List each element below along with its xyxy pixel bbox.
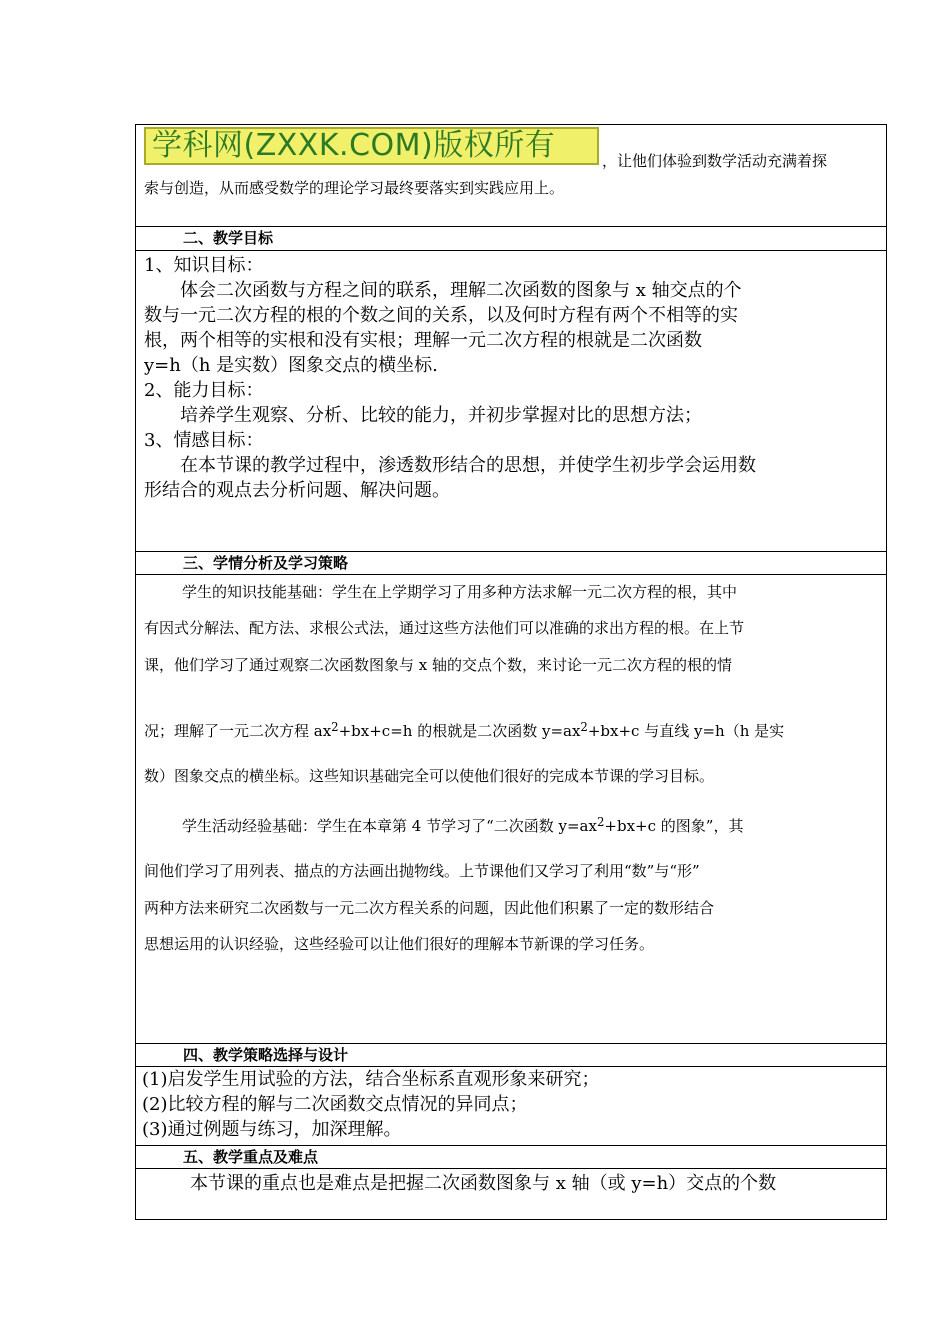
section-heading-analysis: 三、学情分析及学习策略 <box>183 554 349 572</box>
analysis-line: 两种方法来研究二次函数与一元二次方程关系的问题，因此他们积累了一定的数形结合 <box>144 899 715 917</box>
knowledge-label: 1、知识目标： <box>144 255 264 276</box>
watermark-logo: 学科网(ZXXK.COM)版权所有 <box>144 127 599 165</box>
analysis-line: 学生的知识技能基础：学生在上学期学习了用多种方法求解一元二次方程的根，其中 <box>182 583 738 601</box>
lesson-plan-table <box>135 124 887 1220</box>
strategy-item: (3)通过例题与练习，加深理解。 <box>142 1119 402 1140</box>
section-heading-strategy: 四、教学策略选择与设计 <box>183 1046 349 1064</box>
strategy-body <box>136 1067 886 1143</box>
keypoints-text: 本节课的重点也是难点是把握二次函数图象与 x 轴（或 y=h）交点的个数 <box>190 1173 777 1194</box>
emotion-label: 3、情感目标： <box>144 430 264 451</box>
knowledge-line: 根，两个相等的实根和没有实根；理解一元二次方程的根就是二次函数 <box>144 330 702 351</box>
formula-text: 学生活动经验基础：学生在本章第 4 节学习了“二次函数 y=ax <box>182 817 597 835</box>
formula-text: 况；理解了一元二次方程 ax <box>144 722 332 740</box>
analysis-line: 课，他们学习了通过观察二次函数图象与 x 轴的交点个数，来讨论一元二次方程的根的情 <box>144 656 732 674</box>
analysis-line: 间他们学习了用列表、描点的方法画出抛物线。上节课他们又学习了利用“数”与“形” <box>144 862 700 880</box>
emotion-line: 在本节课的教学过程中，渗透数形结合的思想，并使学生初步学会运用数 <box>180 455 756 476</box>
ability-label: 2、能力目标： <box>144 380 264 401</box>
formula-text: +bx+c 与直线 y=h（h 是实 <box>587 722 785 740</box>
analysis-body <box>136 575 886 1043</box>
formula-text: +bx+c=h 的根就是二次函数 y=ax <box>338 722 581 740</box>
intro-line-1: ，让他们体验到数学活动充满着探 <box>602 152 828 170</box>
analysis-line-formula <box>144 720 878 741</box>
keypoints-body <box>136 1169 886 1219</box>
analysis-line: 数）图象交点的横坐标。这些知识基础完全可以使他们很好的完成本节课的学习目标。 <box>144 767 715 785</box>
section-heading-keypoints: 五、教学重点及难点 <box>183 1148 319 1166</box>
strategy-item: (1)启发学生用试验的方法，结合坐标系直观形象来研究； <box>142 1069 600 1090</box>
ability-text: 培养学生观察、分析、比较的能力，并初步掌握对比的思想方法； <box>180 405 702 426</box>
knowledge-line: 体会二次函数与方程之间的联系，理解二次函数的图象与 x 轴交点的个 <box>180 280 742 301</box>
exponent: 2 <box>580 719 588 734</box>
goals-body <box>136 251 886 551</box>
section-heading-goals: 二、教学目标 <box>183 229 274 247</box>
analysis-line: 思想运用的认识经验，这些经验可以让他们很好的理解本节新课的学习任务。 <box>144 935 655 953</box>
analysis-line-formula <box>144 815 878 836</box>
knowledge-line: y=h（h 是实数）图象交点的横坐标. <box>144 355 438 376</box>
strategy-item: (2)比较方程的解与二次函数交点情况的异同点； <box>142 1094 528 1115</box>
knowledge-line: 数与一元二次方程的根的个数之间的关系，以及何时方程有两个不相等的实 <box>144 305 738 326</box>
emotion-line: 形结合的观点去分析问题、解决问题。 <box>144 480 450 501</box>
intro-row <box>136 125 886 225</box>
intro-line-2: 索与创造，从而感受数学的理论学习最终要落实到实践应用上。 <box>144 179 565 197</box>
formula-text: +bx+c 的图象”，其 <box>604 817 744 835</box>
analysis-line: 有因式分解法、配方法、求根公式法，通过这些方法他们可以准确的求出方程的根。在上节 <box>144 619 745 637</box>
exponent: 2 <box>331 719 339 734</box>
exponent: 2 <box>596 814 605 829</box>
